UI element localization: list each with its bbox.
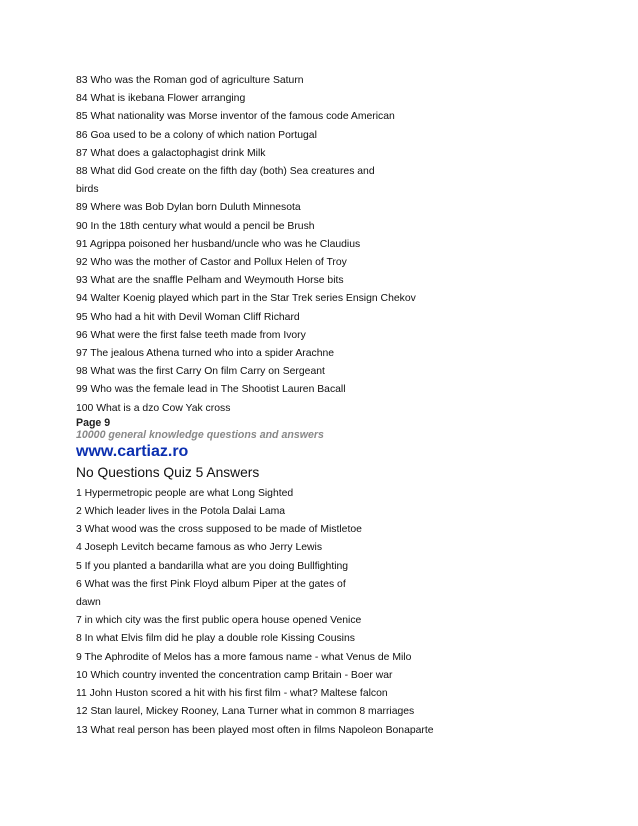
question-line: 2 Which leader lives in the Potola Dalai Lama bbox=[76, 506, 286, 518]
question-line: 13 What real person has been played most often in films Napoleon Bonaparte bbox=[76, 724, 434, 736]
question-line: 87 What does a galactophagist drink Milk bbox=[76, 147, 266, 159]
question-line: 3 What wood was the cross supposed to be made of Mistletoe bbox=[76, 524, 362, 536]
question-line: 5 If you planted a bandarilla what are you doing Bullfighting bbox=[76, 560, 349, 572]
question-line: 86 Goa used to be a colony of which nation Portugal bbox=[76, 129, 317, 141]
question-line: 84 What is ikebana Flower arranging bbox=[76, 93, 246, 105]
quiz-heading: No Questions Quiz 5 Answers bbox=[76, 464, 260, 480]
question-line: 90 In the 18th century what would a pencil be Brush bbox=[76, 220, 315, 232]
question-line: 94 Walter Koenig played which part in the Star Trek series Ensign Chekov bbox=[76, 293, 416, 305]
question-line: 100 What is a dzo Cow Yak cross bbox=[76, 402, 231, 414]
questions-bottom-list bbox=[76, 485, 616, 740]
question-line: dawn bbox=[76, 597, 101, 609]
question-line: 91 Agrippa poisoned her husband/uncle who was he Claudius bbox=[76, 238, 361, 250]
questions-top-list bbox=[76, 72, 616, 418]
question-line: 12 Stan laurel, Mickey Rooney, Lana Turner what in common 8 marriages bbox=[76, 706, 415, 718]
question-line: 99 Who was the female lead in The Shootist Lauren Bacall bbox=[76, 384, 346, 396]
question-line: 92 Who was the mother of Castor and Pollux Helen of Troy bbox=[76, 257, 347, 269]
question-line: 8 In what Elvis film did he play a double role Kissing Cousins bbox=[76, 633, 355, 645]
question-line: 1 Hypermetropic people are what Long Sighted bbox=[76, 487, 294, 499]
question-line: 85 What nationality was Morse inventor of the famous code American bbox=[76, 111, 395, 123]
question-line: 83 Who was the Roman god of agriculture Saturn bbox=[76, 75, 304, 86]
book-title: 10000 general knowledge questions and answers bbox=[76, 428, 324, 441]
question-line: 11 John Huston scored a hit with his first film - what? Maltese falcon bbox=[76, 688, 388, 700]
question-line: 97 The jealous Athena turned who into a spider Arachne bbox=[76, 348, 335, 360]
question-line: 98 What was the first Carry On film Carry on Sergeant bbox=[76, 366, 325, 378]
question-line: birds bbox=[76, 184, 99, 196]
question-line: 89 Where was Bob Dylan born Duluth Minnesota bbox=[76, 202, 301, 214]
question-line: 96 What were the first false teeth made from Ivory bbox=[76, 329, 306, 341]
page-number: Page 9 bbox=[76, 416, 111, 429]
question-line: 95 Who had a hit with Devil Woman Cliff Richard bbox=[76, 311, 300, 323]
question-line: 93 What are the snaffle Pelham and Weymouth Horse bits bbox=[76, 275, 344, 287]
question-line: 88 What did God create on the fifth day (both) Sea creatures and bbox=[76, 166, 375, 178]
question-line: 10 Which country invented the concentration camp Britain - Boer war bbox=[76, 669, 393, 681]
question-line: 4 Joseph Levitch became famous as who Jerry Lewis bbox=[76, 542, 323, 554]
question-line: 6 What was the first Pink Floyd album Piper at the gates of bbox=[76, 578, 346, 590]
site-link[interactable]: www.cartiaz.ro bbox=[76, 442, 189, 460]
question-line: 7 in which city was the first public opera house opened Venice bbox=[76, 615, 362, 627]
page-footer bbox=[76, 417, 616, 462]
question-line: 9 The Aphrodite of Melos has a more famous name - what Venus de Milo bbox=[76, 651, 412, 663]
document-page bbox=[76, 72, 616, 740]
